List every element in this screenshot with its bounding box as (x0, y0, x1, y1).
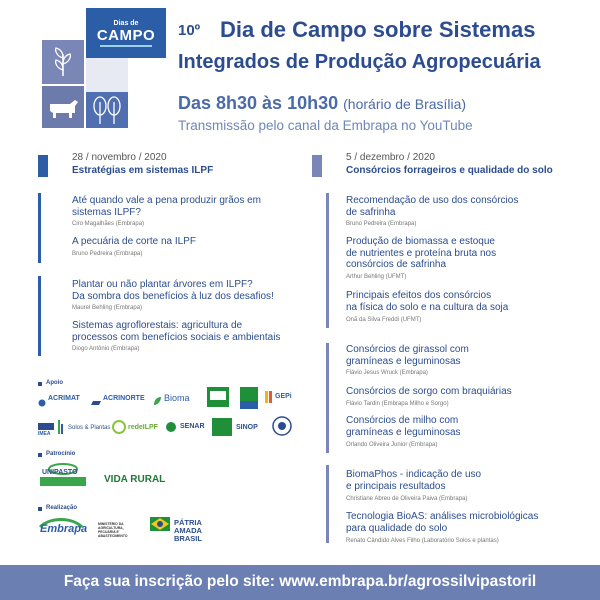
senar-logo-icon (165, 420, 177, 438)
talk-speaker: Bruno Pedreira (Embrapa) (346, 221, 417, 227)
page-title-line2: Integrados de Produção Agropecuária (178, 51, 541, 73)
session2-date: 5 / dezembro / 2020 (346, 152, 435, 163)
sponsor-patria-amada-brasil: PÁTRIA AMADA BRASIL (174, 518, 202, 543)
logo-title: CAMPO (96, 27, 156, 44)
trees-icon (86, 92, 128, 128)
talk-title: Consórcios de girassol com gramíneas e leguminosas (346, 344, 469, 367)
talk-speaker: Arthur Behling (UFMT) (346, 274, 407, 280)
event-time-main: Das 8h30 às 10h30 (178, 93, 339, 113)
talk-title: Recomendação de uso dos consórcios de safrinha (346, 195, 519, 218)
talk-speaker: Ciro Magalhães (Embrapa) (72, 221, 145, 227)
brasil-flag-icon (150, 517, 170, 536)
sponsor-sinop: SINOP (236, 424, 258, 431)
talk-title: Plantar ou não plantar árvores em ILPF? Da sombra dos benefícios à luz dos desafios! (72, 279, 274, 302)
logo-small-text: Dias de (113, 20, 139, 27)
sponsor-redeilpf: redeILPF (128, 424, 158, 431)
session2-title: Consórcios forrageiros e qualidade do solo (346, 165, 553, 176)
talk-speaker: Bruno Pedreira (Embrapa) (72, 251, 143, 257)
talk-speaker: Renato Cândido Alves Filho (Laboratório Solos e plantas) (346, 538, 499, 544)
sponsor-vida-rural: VIDA RURAL (104, 474, 166, 485)
logo-underline (100, 45, 152, 47)
page-title-line1: Dia de Campo sobre Sistemas (220, 17, 536, 42)
talk-speaker: Orlando Oliveira Junior (Embrapa) (346, 442, 438, 448)
cow-icon (42, 86, 84, 128)
apoio-label: Apoio (46, 380, 63, 386)
talk-group-bar (38, 276, 41, 356)
sponsor-gepi: GEPi (275, 393, 292, 400)
realizacao-label: Realização (46, 505, 78, 511)
seal-logo-icon (272, 416, 292, 441)
section-marker (38, 453, 42, 457)
talk-title: Tecnologia BioAS: análises microbiológicas para qualidade do solo (346, 511, 539, 534)
header-tile (86, 58, 128, 92)
session2-marker (312, 155, 322, 177)
solos-plantas-logo-icon (58, 420, 66, 439)
talk-title: Sistemas agroflorestais: agricultura de processos com benefícios sociais e ambientais (72, 320, 281, 343)
sponsor-bioma: Bioma (164, 393, 190, 403)
talk-title: Consórcios de milho com gramíneas e leguminosas (346, 415, 461, 438)
session1-marker (38, 155, 48, 177)
section-marker (38, 507, 42, 511)
session1-title: Estratégias em sistemas ILPF (72, 165, 214, 176)
talk-title: A pecuária de corte na ILPF (72, 236, 196, 247)
header-tile (86, 92, 128, 128)
gepi-logo-icon (265, 390, 275, 408)
talk-title: BiomaPhos - indicação de uso e principais resultados (346, 469, 482, 492)
brasil-sinop-logo-icon (240, 387, 258, 414)
plant-icon (42, 40, 84, 84)
sponsor-solos-plantas: Solos & Plantas (68, 425, 111, 431)
header-tile (42, 86, 84, 128)
talk-group-bar (326, 193, 329, 328)
edition-number: 10º (178, 22, 201, 39)
broadcast-channel: Transmissão pelo canal da Embrapa no YouTube (178, 118, 473, 133)
sponsor-embrapa: Embrapa (40, 523, 88, 535)
sponsor-imea: IMEA (38, 431, 51, 437)
bayer-logo-icon (207, 387, 229, 412)
talk-speaker: Flávio Jesus Wruck (Embrapa) (346, 370, 428, 376)
acrimat-logo-icon (38, 394, 46, 412)
sponsor-ministerio: MINISTÉRIO DA AGRICULTURA, PECUÁRIA E ABASTECIMENTO (98, 522, 128, 538)
talk-speaker: Flávio Tardin (Embrapa Milho e Sorgo) (346, 401, 449, 407)
session1-date: 28 / novembro / 2020 (72, 152, 167, 163)
sinop-logo-icon (212, 418, 232, 441)
section-marker (38, 382, 42, 386)
sponsor-senar: SENAR (180, 423, 205, 430)
patrocinio-label: Patrocínio (46, 451, 76, 457)
talk-title: Principais efeitos dos consórcios na física do solo e na cultura da soja (346, 290, 509, 313)
acrinorte-logo-icon (90, 394, 102, 412)
talk-group-bar (38, 193, 41, 263)
talk-group-bar (326, 465, 329, 543)
sponsor-unipasto: UNIPASTO (42, 469, 78, 476)
registration-text[interactable]: Faça sua inscrição pelo site: www.embrapa.br/agrossilvipastoril (63, 573, 537, 590)
talk-title: Produção de biomassa e estoque de nutrientes e proteína bruta nos consórcios de safrinha (346, 236, 497, 270)
sponsor-acrimat: ACRIMAT (48, 395, 80, 402)
event-time-note: (horário de Brasília) (343, 96, 467, 112)
talk-group-bar (326, 343, 329, 453)
rede-ilpf-logo-icon (112, 420, 126, 439)
event-time (178, 93, 466, 114)
talk-speaker: Christiane Abreu de Oliveira Paiva (Embrapa) (346, 496, 468, 502)
sponsor-acrinorte: ACRINORTE (103, 395, 145, 402)
leaf-logo-icon (152, 393, 162, 411)
unipasto-logo-icon (40, 463, 86, 494)
talk-speaker: Diogo Antônio (Embrapa) (72, 346, 140, 352)
talk-speaker: Maurel Behling (Embrapa) (72, 305, 143, 311)
header-tile (42, 40, 84, 84)
talk-title: Até quando vale a pena produzir grãos em sistemas ILPF? (72, 195, 262, 218)
talk-title: Consórcios de sorgo com braquiárias (346, 386, 512, 397)
talk-speaker: Onã da Silva Freddi (UFMT) (346, 317, 422, 323)
